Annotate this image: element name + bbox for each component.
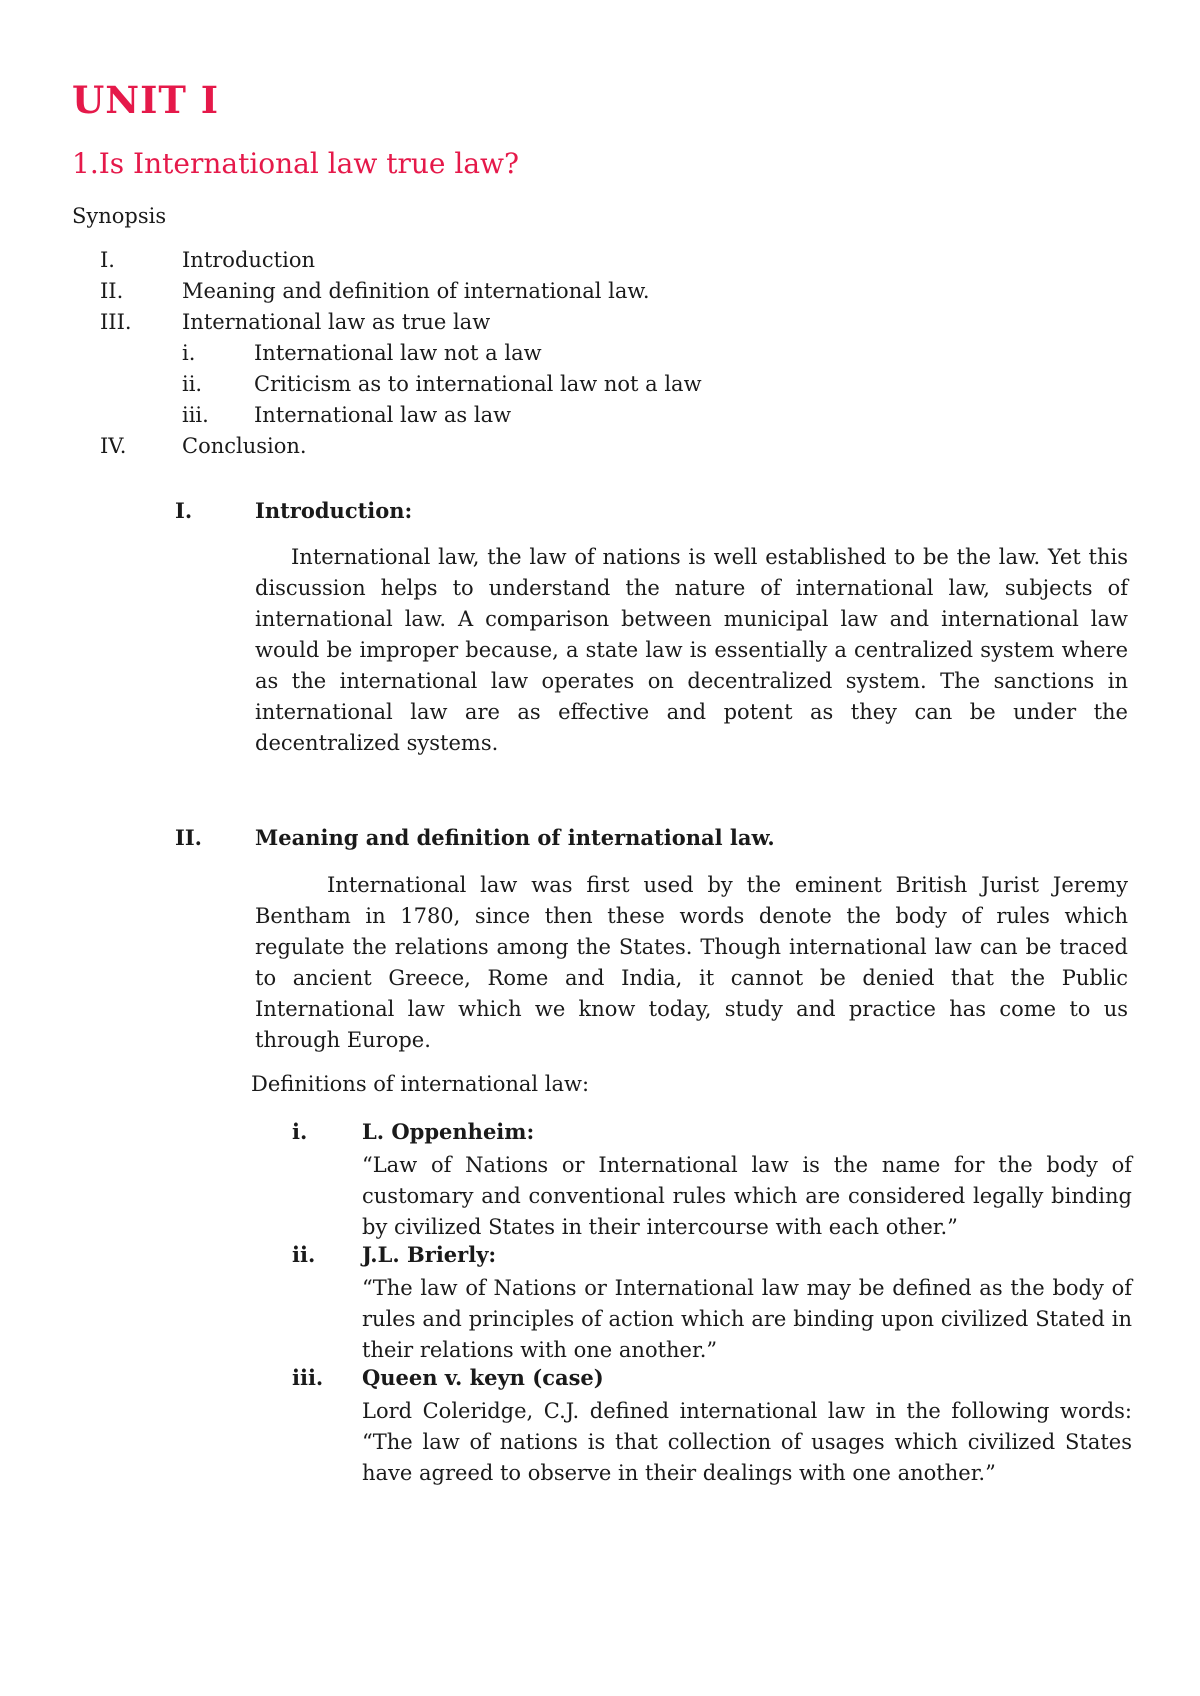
section-title: Introduction: (255, 498, 413, 523)
section-number: II. (175, 825, 202, 850)
definition-number: iii. (292, 1365, 324, 1390)
synopsis-label: Synopsis (72, 204, 167, 228)
synopsis-item-number: i. (182, 341, 196, 365)
definition-quote: “Law of Nations or International law is the name for the body of customary and conventional rules which are considered legally binding by civilized States in their intercourse with each other.” (362, 1153, 1132, 1239)
synopsis-item-number: I. (100, 248, 115, 272)
synopsis-item-text: Introduction (182, 248, 315, 272)
synopsis-item-number: IV. (100, 434, 127, 458)
definition-author: L. Oppenheim: (362, 1119, 535, 1144)
synopsis-item-text: International law not a law (254, 341, 542, 365)
synopsis-item-text: Criticism as to international law not a law (254, 372, 702, 396)
definition-number: i. (292, 1119, 308, 1144)
synopsis-item-number: iii. (182, 403, 209, 427)
synopsis-item-number: ii. (182, 372, 203, 396)
definition-number: ii. (292, 1242, 316, 1267)
section-title: Meaning and definition of international law. (255, 825, 775, 850)
definition-quote: Lord Coleridge, C.J. defined international law in the following words: “The law of nations is that collection of usages which civilized States have agreed to observe in their dealings with one another.” (362, 1399, 1132, 1485)
definition-author: Queen v. keyn (case) (362, 1365, 604, 1390)
definitions-label: Definitions of international law: (251, 1072, 590, 1096)
synopsis-item-number: II. (100, 279, 124, 303)
meaning-paragraph: International law was first used by the eminent British Jurist Jeremy Bentham in 1780, since then these words denote the body of rules which regulate the relations among the States. Though international law can be traced to ancient Greece, Rome and India, it cannot be denied that the Public International law which we know today, study and practice has come to us through Europe. (255, 873, 1128, 1052)
synopsis-item-text: Conclusion. (182, 434, 307, 458)
synopsis-item-text: Meaning and definition of international law. (182, 279, 650, 303)
definition-author: J.L. Brierly: (362, 1242, 497, 1267)
introduction-paragraph: International law, the law of nations is well established to be the law. Yet this discussion helps to understand the nature of international law, subjects of international law. A comparison between municipal law and international law would be improper because, a state law is essentially a centralized system where as the international law operates on decentralized system. The sanctions in international law are as effective and potent as they can be under the decentralized systems. (255, 545, 1128, 755)
definition-quote: “The law of Nations or International law may be defined as the body of rules and principles of action which are binding upon civilized Stated in their relations with one another.” (362, 1276, 1132, 1362)
synopsis-item-number: III. (100, 310, 132, 334)
unit-title: UNIT I (72, 78, 220, 122)
synopsis-item-text: International law as true law (182, 310, 491, 334)
question-title: 1.Is International law true law? (72, 147, 520, 180)
section-number: I. (175, 498, 193, 523)
synopsis-item-text: International law as law (254, 403, 512, 427)
